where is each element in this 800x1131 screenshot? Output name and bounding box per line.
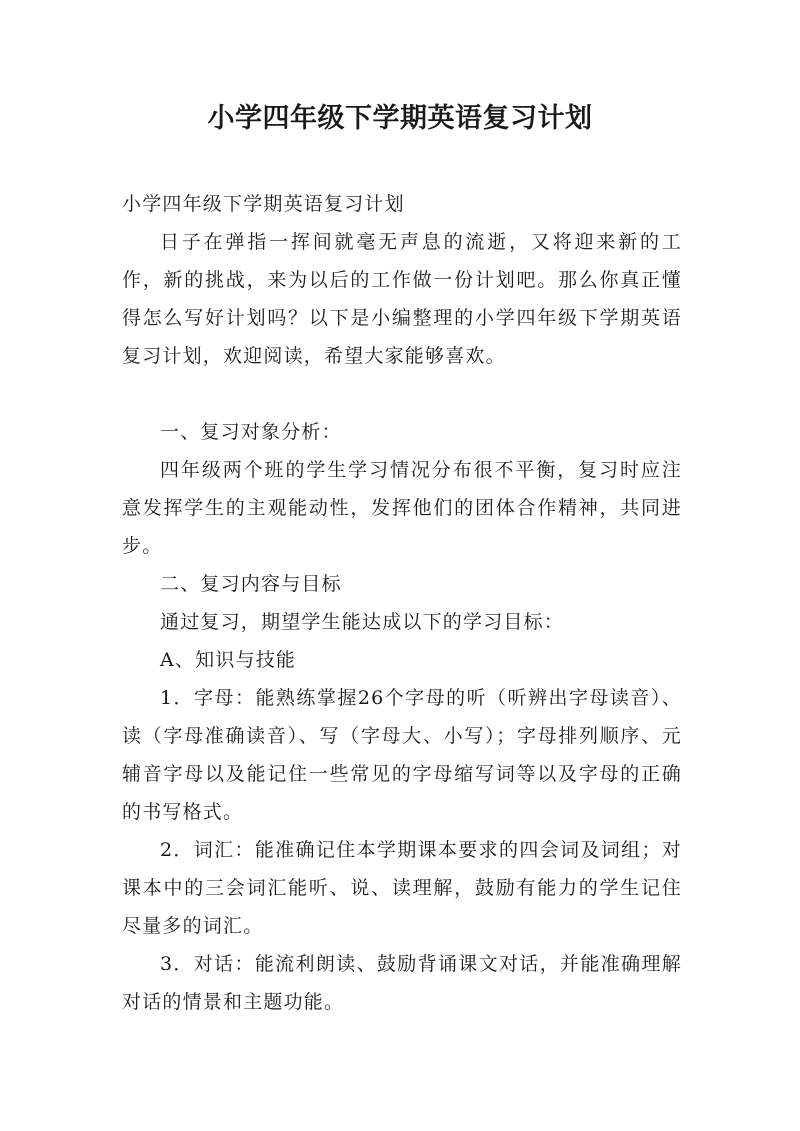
section-2-intro: 通过复习，期望学生能达成以下的学习目标： bbox=[160, 611, 565, 633]
list-item-dialogue: 3．对话：能流利朗读、鼓励背诵课文对话，并能准确理解对话的情景和主题功能。 bbox=[122, 953, 682, 1013]
subtitle-line: 小学四年级下学期英语复习计划 bbox=[122, 193, 405, 215]
subsection-a-heading: A、知识与技能 bbox=[160, 649, 297, 671]
list-item-vocabulary: 2．词汇：能准确记住本学期课本要求的四会词及词组；对课本中的三会词汇能听、说、读理解，鼓励有能力的学生记住尽量多的词汇。 bbox=[122, 839, 682, 937]
section-1-heading: 一、复习对象分析： bbox=[160, 421, 342, 443]
section-1-paragraph: 四年级两个班的学生学习情况分布很不平衡，复习时应注意发挥学生的主观能动性，发挥他们的团体合作精神，共同进步。 bbox=[122, 459, 682, 557]
list-item-letters: 1．字母：能熟练掌握26个字母的听（听辨出字母读音）、读（字母准确读音）、写（字母大、小写）；字母排列顺序、元辅音字母以及能记住一些常见的字母缩写词等以及字母的正确的书写格式。 bbox=[122, 687, 682, 823]
document-body bbox=[122, 185, 682, 1021]
blank-line bbox=[122, 375, 682, 413]
section-2-heading: 二、复习内容与目标 bbox=[160, 573, 342, 595]
intro-paragraph: 日子在弹指一挥间就毫无声息的流逝，又将迎来新的工作，新的挑战，来为以后的工作做一份计划吧。那么你真正懂得怎么写好计划吗？以下是小编整理的小学四年级下学期英语复习计划，欢迎阅读，希望大家能够喜欢。 bbox=[122, 231, 682, 367]
document-title: 小学四年级下学期英语复习计划 bbox=[207, 103, 593, 134]
